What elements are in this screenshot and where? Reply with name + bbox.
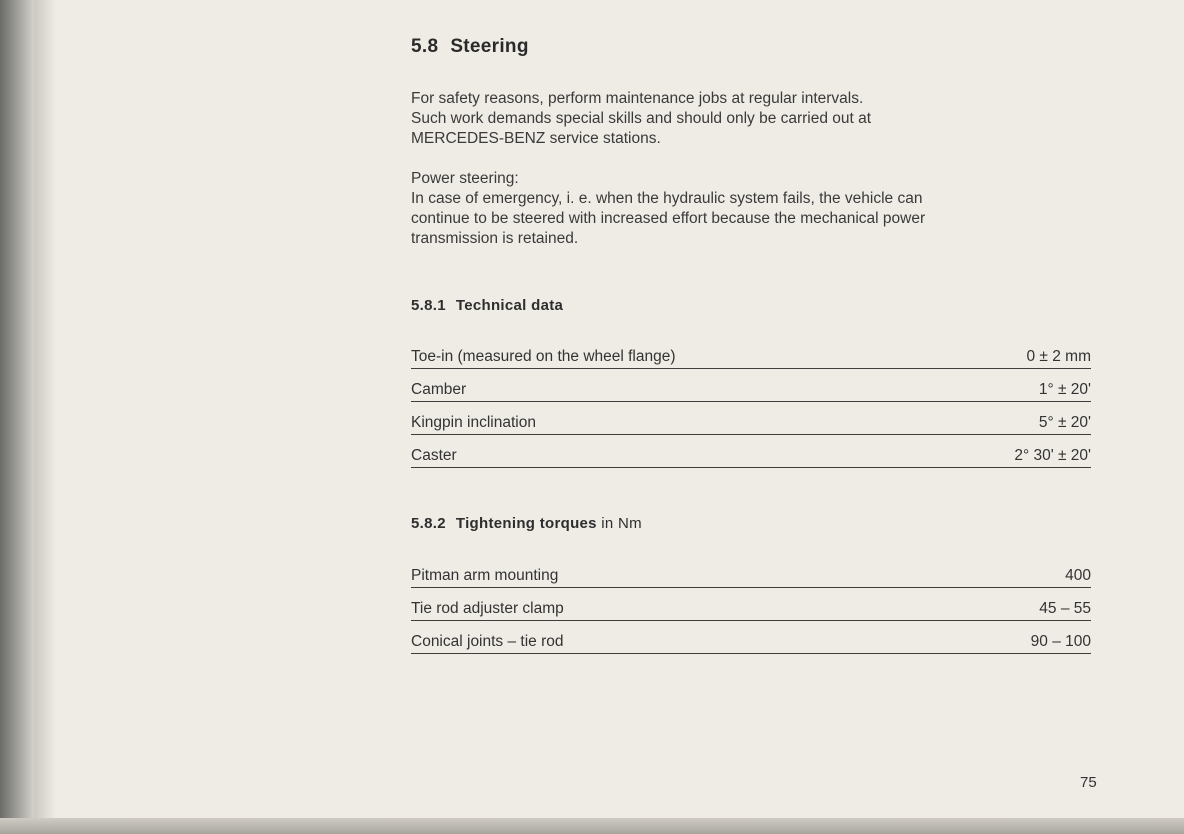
tightening-torques-unit: in Nm: [601, 515, 642, 532]
row-label: Tie rod adjuster clamp: [411, 588, 898, 621]
table-row: [411, 555, 1091, 588]
tightening-torques-number: 5.8.2: [411, 515, 446, 532]
intro-line-1: For safety reasons, perform maintenance jobs at regular intervals.: [411, 90, 864, 107]
page-gutter: [34, 0, 56, 834]
row-value: 5° ± 20': [938, 402, 1091, 435]
row-value: 2° 30' ± 20': [938, 435, 1091, 468]
row-label: Camber: [411, 369, 938, 402]
row-value: 0 ± 2 mm: [938, 336, 1091, 369]
technical-data-table: [411, 336, 1091, 468]
technical-data-title: Technical data: [455, 297, 564, 314]
power-steering-line-1: Power steering:: [411, 170, 519, 187]
table-row: [411, 336, 1091, 369]
row-label: Caster: [411, 435, 938, 468]
power-steering-line-4: transmission is retained.: [411, 230, 579, 247]
technical-data-heading: [411, 297, 1091, 314]
table-row: [411, 435, 1091, 468]
page-number: 75: [1080, 774, 1097, 791]
row-value: 400: [898, 555, 1091, 588]
section-number: 5.8: [411, 36, 439, 57]
tightening-torques-title: Tightening torques: [455, 515, 597, 532]
intro-line-3: MERCEDES-BENZ service stations.: [411, 130, 661, 147]
section-title: Steering: [450, 36, 529, 57]
table-row: [411, 588, 1091, 621]
row-value: 45 – 55: [898, 588, 1091, 621]
power-steering-paragraph: [411, 169, 1091, 249]
row-value: 1° ± 20': [938, 369, 1091, 402]
tightening-torques-heading: [411, 515, 1091, 532]
table-row: [411, 621, 1091, 654]
intro-paragraph: [411, 89, 1091, 149]
table-row: [411, 369, 1091, 402]
page-content: [411, 36, 1091, 654]
technical-data-number: 5.8.1: [411, 297, 446, 314]
page-bottom-edge: [0, 818, 1184, 834]
table-row: [411, 402, 1091, 435]
power-steering-line-3: continue to be steered with increased effort because the mechanical power: [411, 210, 926, 227]
book-spine-shadow: [0, 0, 34, 834]
section-heading: [411, 36, 1091, 58]
intro-line-2: Such work demands special skills and should only be carried out at: [411, 110, 872, 127]
tightening-torques-table: [411, 555, 1091, 654]
power-steering-line-2: In case of emergency, i. e. when the hydraulic system fails, the vehicle can: [411, 190, 923, 207]
row-label: Conical joints – tie rod: [411, 621, 898, 654]
row-value: 90 – 100: [898, 621, 1091, 654]
row-label: Toe-in (measured on the wheel flange): [411, 336, 938, 369]
row-label: Pitman arm mounting: [411, 555, 898, 588]
row-label: Kingpin inclination: [411, 402, 938, 435]
